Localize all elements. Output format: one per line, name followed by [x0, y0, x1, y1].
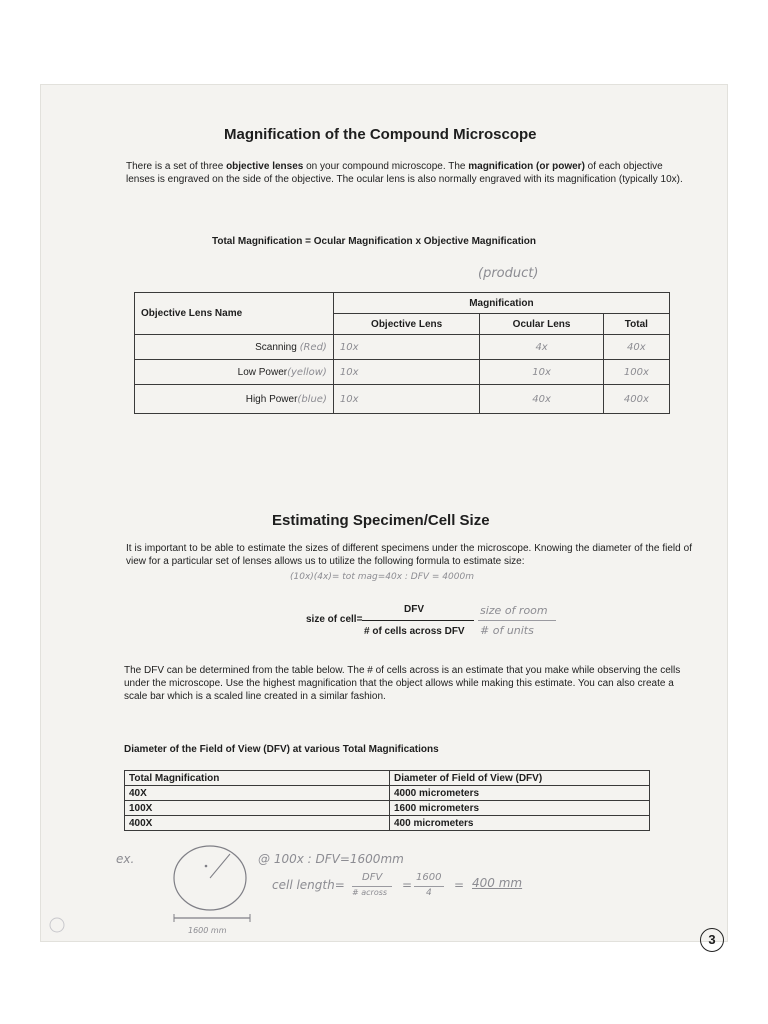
col-total: Total	[603, 314, 669, 335]
objective-value: 10x	[333, 335, 480, 360]
lens-color-note: (Red)	[299, 341, 327, 353]
fraction-bar	[362, 620, 474, 621]
page-number: 3	[700, 928, 724, 952]
example-frac2-den: 4	[426, 888, 432, 898]
dfv-value: 400 micrometers	[390, 816, 650, 831]
table-row	[125, 816, 650, 831]
example-result: 400 mm	[472, 876, 523, 890]
dfv-magnification: 100X	[125, 801, 390, 816]
dfv-paragraph: The DFV can be determined from the table below. The # of cells across is an estimate that you make while observing the cells under the microscope. Use the highest magnification that the object allows while making this estimate. You can also create a scale bar which is a scaled line created in a similar fashion.	[124, 665, 681, 702]
table-row	[125, 801, 650, 816]
example-label: ex.	[116, 852, 135, 866]
example-eq-1: =	[402, 878, 413, 892]
example-line-2-prefix: cell length=	[272, 878, 345, 892]
magnification-formula: Total Magnification = Ocular Magnification x Objective Magnification	[212, 236, 537, 247]
col-objective-lens: Objective Lens	[333, 314, 480, 335]
size-formula-label: size of cell=	[306, 614, 363, 625]
faint-circle-mark-icon	[48, 916, 66, 934]
lens-name-cell	[135, 335, 334, 360]
size-formula-hand-numerator: size of room	[480, 604, 548, 617]
worksheet-page	[40, 84, 728, 947]
example-frac2-bar	[414, 886, 444, 887]
example-line-1: @ 100x : DFV=1600mm	[258, 852, 404, 866]
ocular-value: 40x	[480, 385, 603, 414]
dfv-magnification: 400X	[125, 816, 390, 831]
example-frac1-num: DFV	[362, 872, 383, 883]
intro-text: of each objective lenses is engraved on the side of the objective. The ocular lens is also normally engraved with its magnification (typically 10x).	[126, 161, 683, 185]
example-eq-2: =	[454, 878, 465, 892]
intro-bold-term: magnification (or power)	[468, 161, 585, 172]
hand-fraction-bar	[478, 620, 556, 621]
intro-text: There is a set of three	[126, 161, 227, 172]
scale-bar-label: 1600 mm	[188, 926, 227, 935]
size-formula-numerator: DFV	[404, 604, 424, 615]
formula-note: (product)	[478, 266, 539, 281]
example-frac1-bar	[352, 886, 392, 887]
total-value: 40x	[603, 335, 669, 360]
col-objective-lens-name: Objective Lens Name	[135, 293, 334, 335]
lens-color-note: (yellow)	[287, 366, 327, 378]
example-frac2-num: 1600	[416, 872, 442, 883]
section-title: Estimating Specimen/Cell Size	[272, 512, 490, 529]
size-formula-denominator: # of cells across DFV	[364, 626, 465, 637]
objective-value: 10x	[333, 385, 480, 414]
col-dfv: Diameter of Field of View (DFV)	[390, 771, 650, 786]
dfv-table-title: Diameter of the Field of View (DFV) at various Total Magnifications	[124, 744, 439, 755]
col-total-magnification: Total Magnification	[125, 771, 390, 786]
lens-name-cell	[135, 360, 334, 385]
table-row	[135, 385, 670, 414]
lens-color-note: (blue)	[297, 393, 327, 405]
table-row	[135, 335, 670, 360]
lens-name: Low Power	[237, 366, 288, 378]
lens-name-cell	[135, 385, 334, 414]
magnification-group-header: Magnification	[333, 293, 669, 314]
total-value: 400x	[603, 385, 669, 414]
dfv-magnification: 40X	[125, 786, 390, 801]
section2-paragraph: It is important to be able to estimate the sizes of different specimens under the microscope. Knowing the diameter of the field of view for a particular set of lenses allows us to utilize the following formula to estimate size:	[126, 543, 692, 567]
lens-name: High Power	[245, 393, 298, 405]
ocular-value: 10x	[480, 360, 603, 385]
size-formula-hand-denominator: # of units	[480, 624, 534, 637]
lens-name: Scanning	[255, 341, 297, 353]
section2-handwritten-note: (10x)(4x)= tot mag=40x : DFV = 4000m	[290, 572, 474, 582]
magnification-table	[134, 292, 670, 414]
dfv-value: 4000 micrometers	[390, 786, 650, 801]
intro-text: on your compound microscope. The	[303, 161, 469, 172]
dfv-value: 1600 micrometers	[390, 801, 650, 816]
dfv-table	[124, 770, 650, 831]
table-row	[135, 360, 670, 385]
objective-value: 10x	[333, 360, 480, 385]
example-frac1-den: # across	[352, 888, 388, 897]
intro-bold-term: objective lenses	[226, 161, 304, 172]
col-ocular-lens: Ocular Lens	[480, 314, 603, 335]
total-value: 100x	[603, 360, 669, 385]
table-row	[125, 786, 650, 801]
page-title: Magnification of the Compound Microscope	[224, 126, 537, 143]
intro-paragraph	[126, 160, 692, 186]
ocular-value: 4x	[480, 335, 603, 360]
